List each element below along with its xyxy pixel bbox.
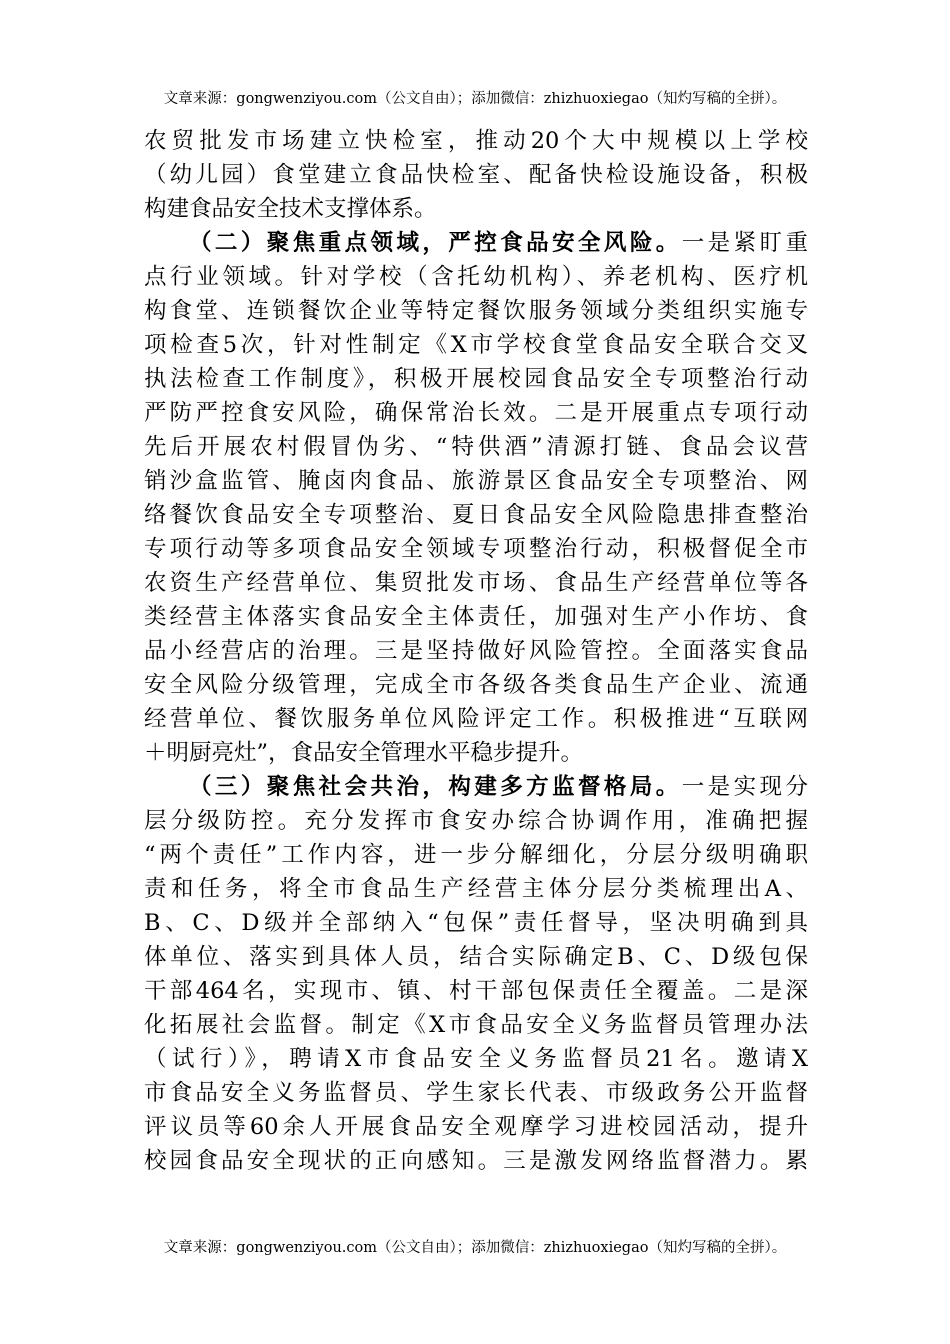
paragraph-2-line: 点行业领域。针对学校（含托幼机构）、养老机构、医疗机: [144, 264, 808, 290]
paragraph-3-line: 评议员等60余人开展食品安全观摩学习进校园活动，提升: [144, 1114, 808, 1140]
paragraph-3-line: 化拓展社会监督。制定《X市食品安全义务监督员管理办法: [144, 1012, 808, 1038]
paragraph-2-first-line: [144, 226, 808, 260]
paragraph-2-line: 类经营主体落实食品安全主体责任，加强对生产小作坊、食: [144, 604, 808, 630]
paragraph-2-line: 先后开展农村假冒伪劣、“特供酒”清源打链、食品会议营: [144, 434, 808, 460]
paragraph-3-first-line: [144, 770, 808, 804]
page-footer-source: 文章来源：gongwenziyou.com（公文自由）；添加微信：zhizhuoxiegao（知灼写稿的全拼）。: [163, 1240, 787, 1256]
paragraph-3-first-line-text: 一是实现分: [681, 774, 808, 800]
paragraph-2-line: 项检查5次，针对性制定《X市学校食堂食品安全联合交叉: [144, 332, 808, 358]
paragraph-2-line: 经营单位、餐饮服务单位风险评定工作。积极推进“互联网: [144, 706, 808, 732]
paragraph-3-line: “两个责任”工作内容，进一步分解细化，分层分级明确职: [144, 842, 808, 868]
paragraph-2-line: 销沙盒监管、腌卤肉食品、旅游景区食品安全专项整治、网: [144, 468, 808, 494]
paragraph-3-line: （试行）》，聘请X市食品安全义务监督员21名。邀请X: [144, 1046, 808, 1072]
paragraph-2-line: 农资生产经营单位、集贸批发市场、食品生产经营单位等各: [144, 570, 808, 596]
paragraph-3-line: 层分级防控。充分发挥市食安办综合协调作用，准确把握: [144, 808, 808, 834]
paragraph-1-line: 农贸批发市场建立快检室，推动20个大中规模以上学校: [144, 128, 808, 154]
paragraph-2-line: 严防严控食安风险，确保常治长效。二是开展重点专项行动: [144, 400, 808, 426]
paragraph-3-line: 责和任务，将全市食品生产经营主体分层分类梳理出A、: [144, 876, 808, 902]
paragraph-2-line: ＋明厨亮灶”，食品安全管理水平稳步提升。: [144, 740, 584, 766]
paragraph-2-line: 构食堂、连锁餐饮企业等特定餐饮服务领域分类组织实施专: [144, 298, 808, 324]
paragraph-2-line: 安全风险分级管理，完成全市各级各类食品生产企业、流通: [144, 672, 808, 698]
paragraph-1-line: （幼儿园）食堂建立食品快检室、配备快检设施设备，积极: [144, 162, 808, 188]
paragraph-2-line: 执法检查工作制度》，积极开展校园食品安全专项整治行动: [144, 366, 808, 392]
paragraph-2-line: 品小经营店的治理。三是坚持做好风险管控。全面落实食品: [144, 638, 808, 664]
section-3-heading: （三）聚焦社会共治，构建多方监督格局。: [189, 774, 682, 800]
paragraph-3-line: 市食品安全义务监督员、学生家长代表、市级政务公开监督: [144, 1080, 808, 1106]
page-header-source: 文章来源：gongwenziyou.com（公文自由）；添加微信：zhizhuoxiegao（知灼写稿的全拼）。: [163, 91, 787, 107]
section-2-heading: （二）聚焦重点领域，严控食品安全风险。: [189, 230, 682, 256]
paragraph-3-line: B、C、D级并全部纳入“包保”责任督导，坚决明确到具: [144, 910, 808, 936]
paragraph-3-line: 干部464名，实现市、镇、村干部包保责任全覆盖。二是深: [144, 978, 808, 1004]
paragraph-2-line: 专项行动等多项食品安全领域专项整治行动，积极督促全市: [144, 536, 808, 562]
paragraph-3-line: 体单位、落实到具体人员，结合实际确定B、C、D级包保: [144, 944, 808, 970]
paragraph-3-line: 校园食品安全现状的正向感知。三是激发网络监督潜力。累: [144, 1148, 808, 1174]
paragraph-2-line: 络餐饮食品安全专项整治、夏日食品安全风险隐患排查整治: [144, 502, 808, 528]
document-body: [144, 124, 808, 1178]
paragraph-1-line: 构建食品安全技术支撑体系。: [144, 196, 437, 222]
paragraph-2-first-line-text: 一是紧盯重: [681, 230, 808, 256]
